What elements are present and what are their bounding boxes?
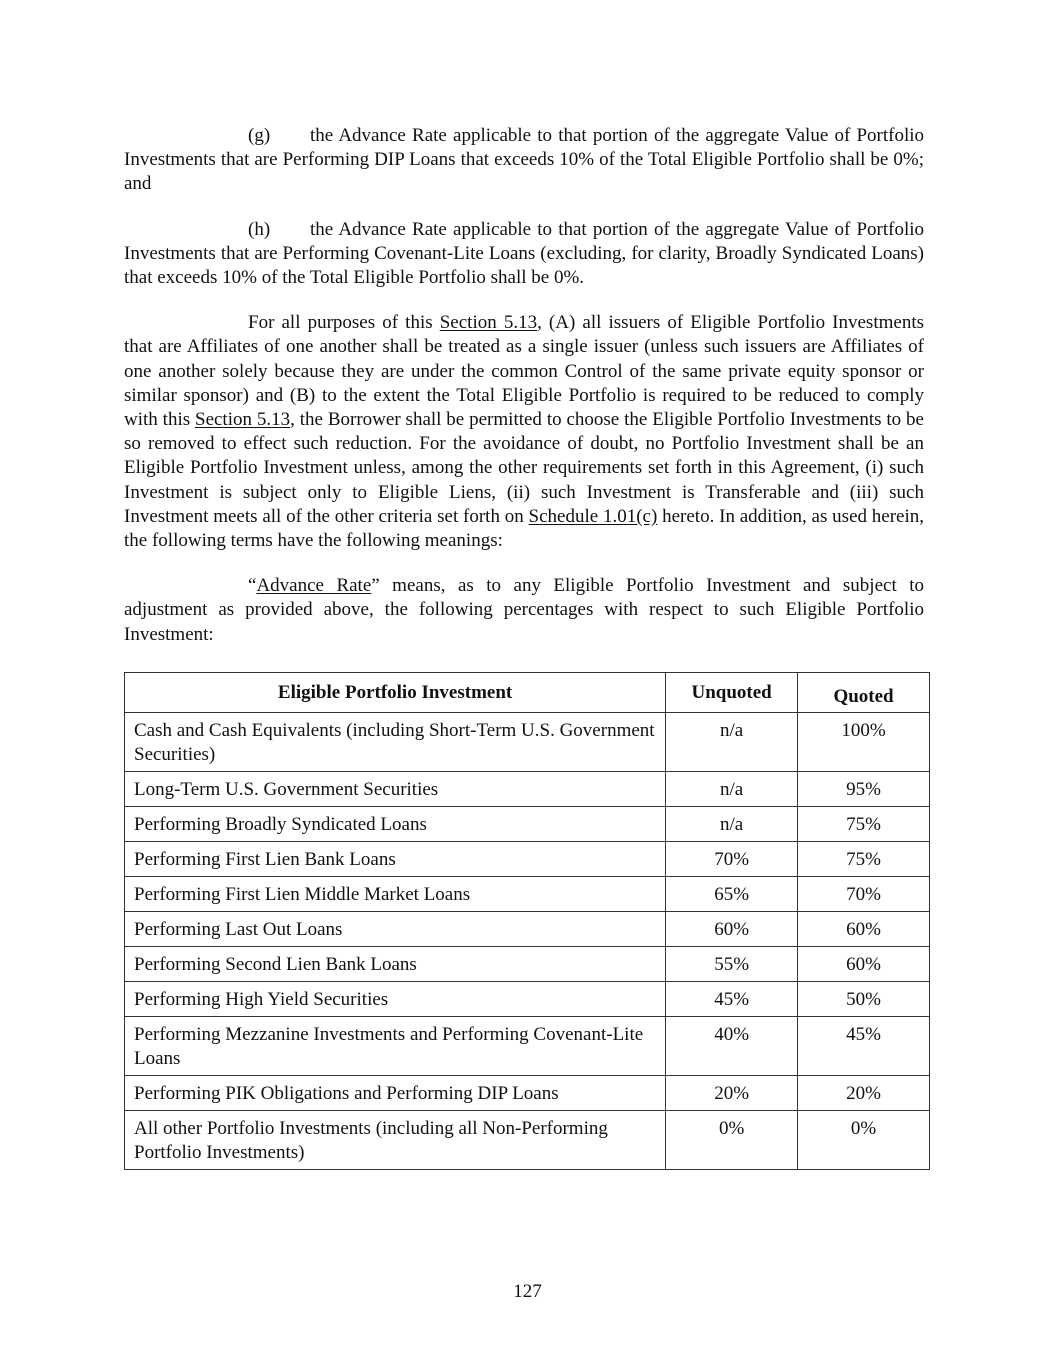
paragraph-g-marker: (g) xyxy=(248,125,271,146)
table-header-row xyxy=(125,672,930,712)
investment-type-cell: Performing First Lien Bank Loans xyxy=(125,841,666,876)
advance-rate-table xyxy=(124,672,930,1170)
paragraph-h-marker: (h) xyxy=(248,218,271,240)
quoted-rate-cell: 0% xyxy=(798,1110,930,1169)
schedule-ref: Schedule 1.01(c) xyxy=(528,505,658,527)
paragraph-advance-rate-definition xyxy=(124,574,924,647)
page-number: 127 xyxy=(513,1281,542,1302)
paragraph-purposes xyxy=(124,311,924,553)
quoted-rate-cell: 45% xyxy=(798,1016,930,1075)
paragraph-g xyxy=(124,124,924,197)
table-row xyxy=(125,946,930,981)
definition-open-quote: “ xyxy=(248,575,257,597)
quoted-rate-cell: 60% xyxy=(798,911,930,946)
table-row xyxy=(125,876,930,911)
unquoted-rate-cell: 0% xyxy=(666,1110,798,1169)
header-eligible-portfolio-investment: Eligible Portfolio Investment xyxy=(125,672,666,712)
definition-text: ” means, as to any Eligible Portfolio Investment and subject to adjustment as provided above, the following percentages with respect to such Eligible Portfolio Investment: xyxy=(124,575,924,645)
quoted-rate-cell: 75% xyxy=(798,806,930,841)
quoted-rate-cell: 70% xyxy=(798,876,930,911)
section-ref-2: Section 5.13 xyxy=(195,409,291,431)
purposes-text-4: hereto. In addition, as used herein, the following terms have the following meanings: xyxy=(124,505,925,552)
defined-term-advance-rate: Advance Rate xyxy=(256,575,372,597)
quoted-rate-cell: 75% xyxy=(798,841,930,876)
quoted-rate-cell: 20% xyxy=(798,1075,930,1110)
unquoted-rate-cell: n/a xyxy=(666,806,798,841)
investment-type-cell: Performing High Yield Securities xyxy=(125,981,666,1016)
unquoted-rate-cell: n/a xyxy=(666,712,798,771)
table-row xyxy=(125,712,930,771)
table-row xyxy=(125,806,930,841)
quoted-rate-cell: 50% xyxy=(798,981,930,1016)
table-row xyxy=(125,1110,930,1169)
investment-type-cell: Performing Mezzanine Investments and Performing Covenant-Lite Loans xyxy=(125,1016,666,1075)
purposes-text-3: , the Borrower shall be permitted to choose the Eligible Portfolio Investments to be so removed to effect such reduction. For the avoidance of doubt, no Portfolio Investment shall be an Eligible Portfolio Investment unless, among the other requirements set forth in this Agreement, (i) such Investment is subject only to Eligible Liens, (ii) such Investment is Transferable and (iii) such Investment meets all of the other criteria set forth on xyxy=(124,409,924,527)
paragraph-h-text: the Advance Rate applicable to that portion of the aggregate Value of Portfolio Investments that are Performing Covenant-Lite Loans (excluding, for clarity, Broadly Syndicated Loans) that exceeds 10% of the Total Eligible Portfolio shall be 0%. xyxy=(124,218,924,289)
unquoted-rate-cell: 60% xyxy=(666,911,798,946)
header-quoted: Quoted xyxy=(798,672,930,712)
table-row xyxy=(125,771,930,806)
investment-type-cell: Performing Second Lien Bank Loans xyxy=(125,946,666,981)
quoted-rate-cell: 100% xyxy=(798,712,930,771)
unquoted-rate-cell: 40% xyxy=(666,1016,798,1075)
unquoted-rate-cell: 65% xyxy=(666,876,798,911)
unquoted-rate-cell: 45% xyxy=(666,981,798,1016)
investment-type-cell: Performing First Lien Middle Market Loans xyxy=(125,876,666,911)
unquoted-rate-cell: 20% xyxy=(666,1075,798,1110)
investment-type-cell: Performing Broadly Syndicated Loans xyxy=(125,806,666,841)
purposes-text-2: , (A) all issuers of Eligible Portfolio Investments that are Affiliates of one another shall be treated as a single issuer (unless such issuers are Affiliates of one another solely because they are under the common Control of the same private equity sponsor or similar sponsor) and (B) to the extent the Total Eligible Portfolio is required to be reduced to comply with this xyxy=(124,312,924,431)
unquoted-rate-cell: n/a xyxy=(666,771,798,806)
investment-type-cell: All other Portfolio Investments (including all Non-Performing Portfolio Investments) xyxy=(125,1110,666,1169)
header-unquoted: Unquoted xyxy=(666,672,798,712)
quoted-rate-cell: 60% xyxy=(798,946,930,981)
investment-type-cell: Cash and Cash Equivalents (including Short-Term U.S. Government Securities) xyxy=(125,712,666,771)
table-row xyxy=(125,911,930,946)
section-ref-1: Section 5.13 xyxy=(439,312,538,334)
table-row xyxy=(125,981,930,1016)
investment-type-cell: Performing PIK Obligations and Performing DIP Loans xyxy=(125,1075,666,1110)
table-row xyxy=(125,841,930,876)
unquoted-rate-cell: 55% xyxy=(666,946,798,981)
purposes-text-1: For all purposes of this xyxy=(248,312,440,334)
paragraph-h xyxy=(124,218,924,291)
paragraph-g-text: the Advance Rate applicable to that portion of the aggregate Value of Portfolio Investments that are Performing DIP Loans that exceeds 10% of the Total Eligible Portfolio shall be 0%; and xyxy=(124,125,924,195)
quoted-rate-cell: 95% xyxy=(798,771,930,806)
table-row xyxy=(125,1016,930,1075)
investment-type-cell: Performing Last Out Loans xyxy=(125,911,666,946)
investment-type-cell: Long-Term U.S. Government Securities xyxy=(125,771,666,806)
document-page xyxy=(124,124,924,1170)
table-row xyxy=(125,1075,930,1110)
unquoted-rate-cell: 70% xyxy=(666,841,798,876)
